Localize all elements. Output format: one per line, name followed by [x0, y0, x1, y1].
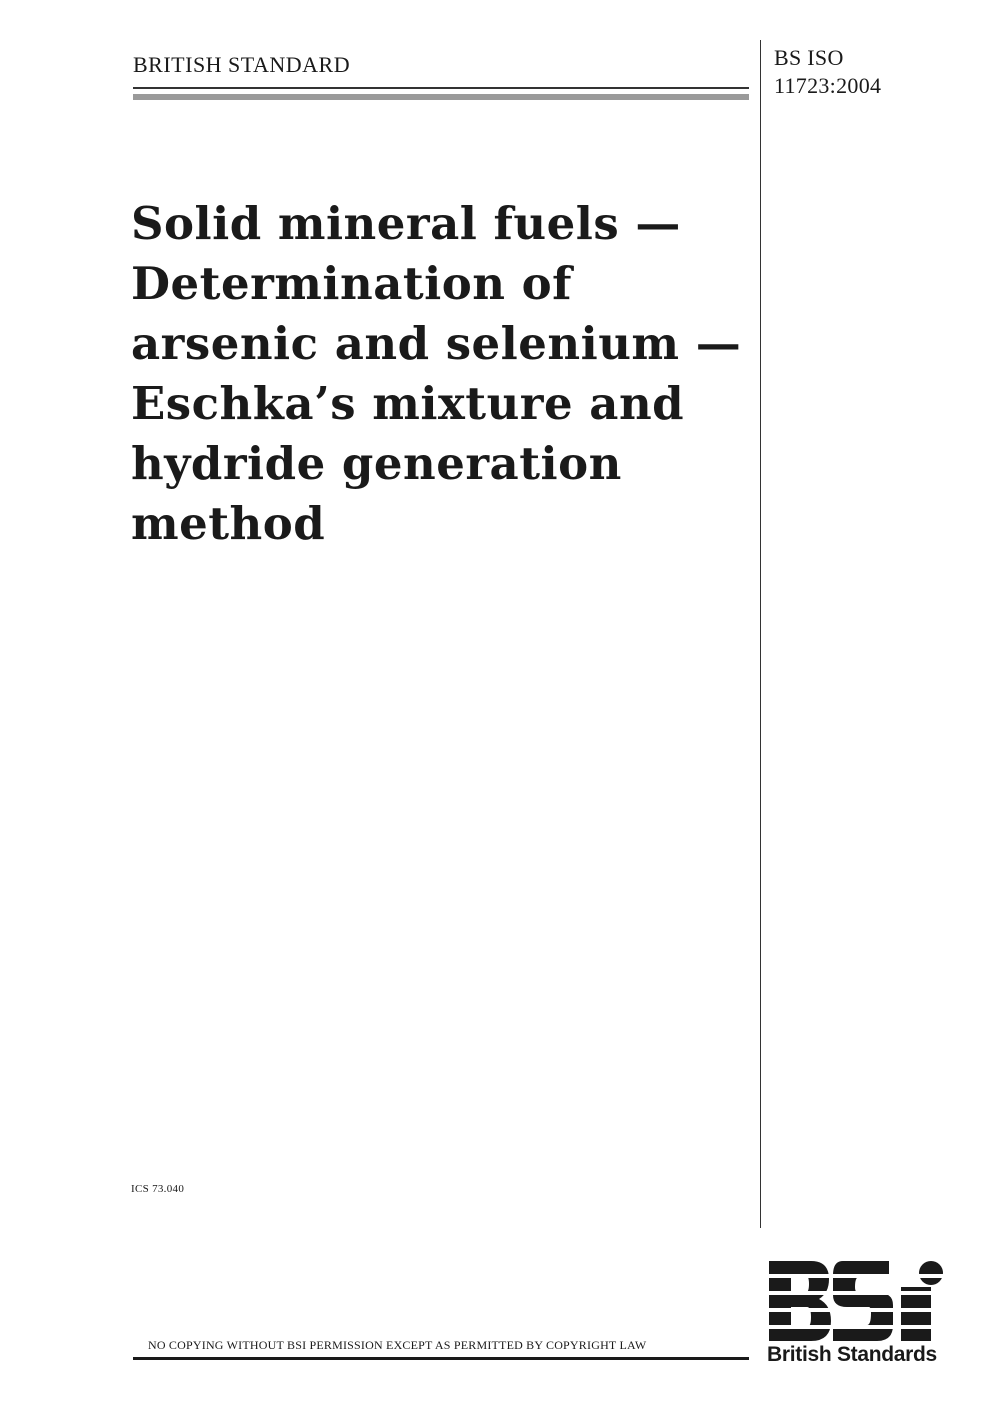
- header-rule-thick: [133, 94, 749, 100]
- title-line: hydride generation: [131, 437, 622, 490]
- header-rule-thin: [133, 87, 749, 89]
- title-line: Eschka’s mixture and: [131, 377, 685, 430]
- margin-divider: [760, 40, 761, 1228]
- document-title: [131, 194, 751, 554]
- logo-caption: British Standards: [767, 1343, 937, 1366]
- standard-number: [774, 44, 881, 100]
- title-line: Solid mineral fuels —: [131, 197, 681, 250]
- title-line: Determination of: [131, 257, 573, 310]
- title-line: arsenic and selenium —: [131, 317, 742, 370]
- standard-number-line2: 11723:2004: [774, 73, 882, 98]
- document-type-label: BRITISH STANDARD: [133, 52, 351, 77]
- title-line: method: [131, 497, 326, 550]
- footer-rule: [133, 1357, 749, 1360]
- ics-code: ICS 73.040: [131, 1183, 185, 1195]
- copyright-notice: NO COPYING WITHOUT BSI PERMISSION EXCEPT AS PERMITTED BY COPYRIGHT LAW: [148, 1338, 647, 1352]
- standard-number-line1: BS ISO: [774, 45, 844, 70]
- bsi-logo-icon: [767, 1261, 945, 1341]
- bsi-logo: [767, 1261, 947, 1371]
